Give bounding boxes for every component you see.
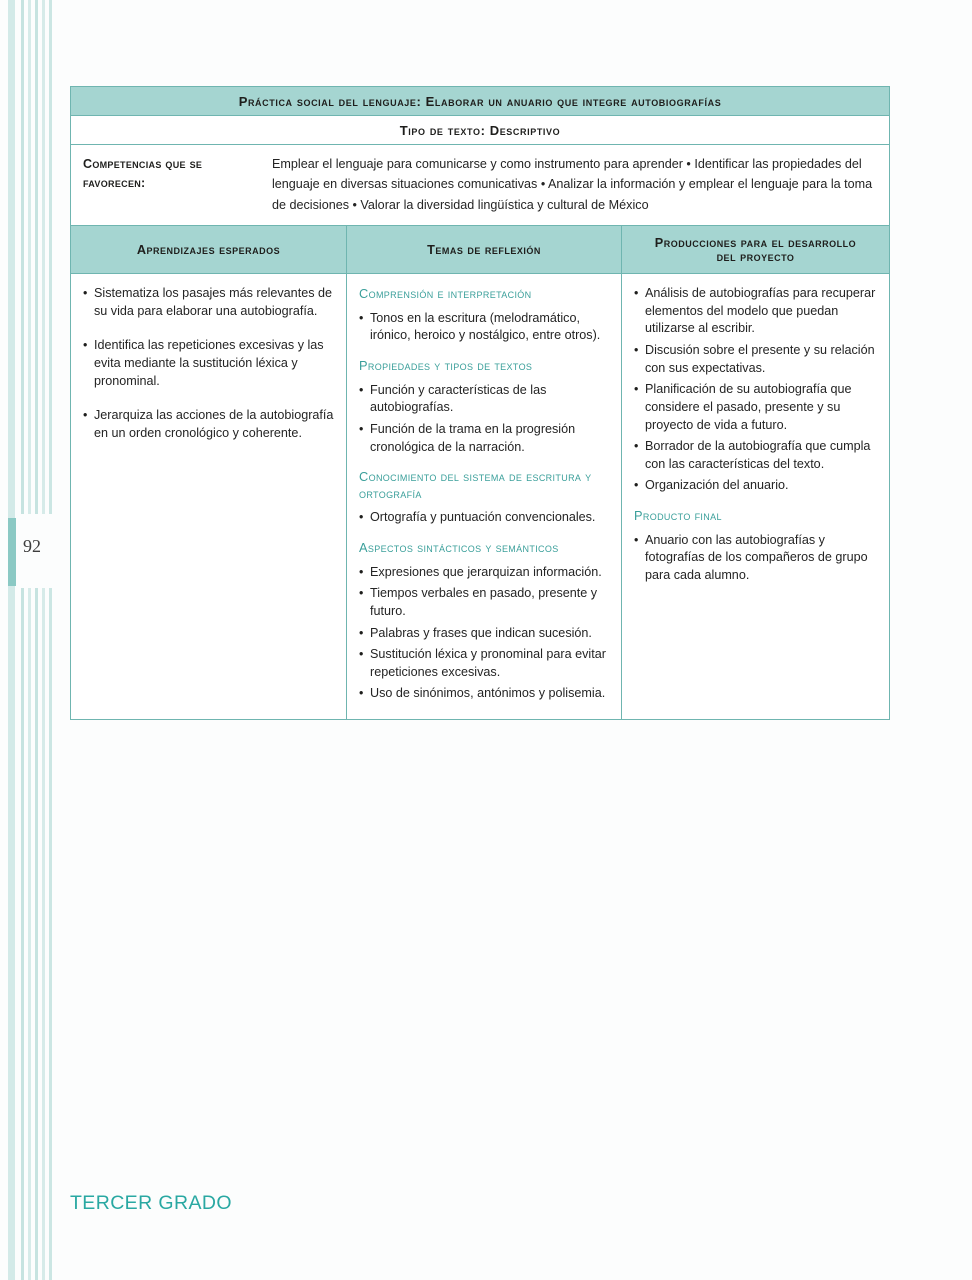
bullet-item xyxy=(359,421,611,456)
decorative-stripe xyxy=(8,0,15,1280)
page-number: 92 xyxy=(23,536,41,556)
bullet-marker: • xyxy=(634,382,639,397)
section-heading: Producto final xyxy=(634,508,722,524)
bullet-marker: • xyxy=(83,408,88,423)
bullet-item xyxy=(359,646,611,681)
bullet-text: Jerarquiza las acciones de la autobiografía en un orden cronológico y coherente. xyxy=(94,408,334,440)
bullet-item xyxy=(83,407,336,442)
bullet-text: Función de la trama en la progresión cronológica de la narración. xyxy=(370,421,576,454)
curriculum-table xyxy=(70,86,890,720)
bullet-text: Borrador de la autobiografía que cumpla con las características del texto. xyxy=(645,439,871,471)
practice-header-row: Práctica social del lenguaje: Elaborar un anuario que integre autobiografías xyxy=(71,87,889,115)
bullet-text: Ortografía y puntuación convencionales. xyxy=(370,510,596,525)
table-body-row xyxy=(71,273,889,719)
text-type-row: Tipo de texto: Descriptivo xyxy=(71,115,889,144)
bullet-text: Análisis de autobiografías para recuperar elementos del modelo que puedan utilizarse al escribir. xyxy=(645,286,876,336)
bullet-marker: • xyxy=(634,439,639,454)
cell-temas xyxy=(346,274,621,719)
bullet-marker: • xyxy=(359,510,364,525)
bullet-item xyxy=(634,438,879,473)
bullet-marker: • xyxy=(359,686,364,701)
bullet-item xyxy=(359,382,611,417)
competencies-label: Competencias que se favorecen: xyxy=(83,157,203,190)
bullet-item xyxy=(83,337,336,390)
bullet-item xyxy=(359,585,611,620)
bullet-item xyxy=(634,381,879,434)
bullet-item xyxy=(359,509,611,527)
bullet-marker: • xyxy=(634,532,639,547)
section-heading: Propiedades y tipos de textos xyxy=(359,358,533,374)
section-heading: Conocimiento del sistema de escritura y ortografía xyxy=(359,469,592,501)
column-header-temas: Temas de reflexión xyxy=(346,226,621,273)
bullet-item xyxy=(359,685,611,703)
bullet-text: Organización del anuario. xyxy=(645,478,789,493)
bullet-item xyxy=(634,285,879,338)
bullet-marker: • xyxy=(359,586,364,601)
bullet-text: Anuario con las autobiografías y fotografías de los compañeros de grupo para cada alumno. xyxy=(645,532,868,582)
bullet-item xyxy=(83,285,336,320)
bullet-marker: • xyxy=(83,286,88,301)
bullet-text: Sistematiza los pasajes más relevantes de su vida para elaborar una autobiografía. xyxy=(94,286,332,318)
column-header-aprendizajes: Aprendizajes esperados xyxy=(136,242,281,257)
bullet-marker: • xyxy=(634,286,639,301)
bullet-text: Planificación de su autobiografía que considere el pasado, presente y su proyecto de vida a futuro. xyxy=(645,382,852,432)
column-headers-row xyxy=(71,225,889,273)
section-heading: Aspectos sintácticos y semánticos xyxy=(359,540,559,556)
cell-aprendizajes xyxy=(71,274,346,719)
section-heading: Comprensión e interpretación xyxy=(359,286,532,302)
decorative-stripe xyxy=(35,0,38,1280)
page-number-marker xyxy=(8,518,16,586)
bullet-marker: • xyxy=(359,625,364,640)
bullet-marker: • xyxy=(359,647,364,662)
competencies-text: Emplear el lenguaje para comunicarse y como instrumento para aprender • Identificar las propiedades del lenguaje en diversas situaciones comunicativas • Analizar la información y emplear el lenguaje para la toma de decisiones • Valorar la diversidad lingüística y cultural de México xyxy=(272,157,873,212)
grade-footer-label: TERCER GRADO xyxy=(70,1192,232,1214)
competencies-row xyxy=(71,144,889,225)
bullet-text: Función y características de las autobiografías. xyxy=(370,382,547,415)
bullet-item xyxy=(359,310,611,345)
cell-producciones xyxy=(621,274,889,719)
bullet-marker: • xyxy=(359,310,364,325)
bullet-item xyxy=(634,477,879,495)
bullet-marker: • xyxy=(359,564,364,579)
bullet-text: Sustitución léxica y pronominal para evitar repeticiones excesivas. xyxy=(370,647,606,679)
bullet-marker: • xyxy=(359,421,364,436)
bullet-text: Tonos en la escritura (melodramático, irónico, heroico y nostálgico, entre otros). xyxy=(370,310,601,343)
decorative-stripe xyxy=(49,0,52,1280)
decorative-stripe xyxy=(21,0,24,1280)
bullet-item xyxy=(359,564,611,582)
bullet-marker: • xyxy=(634,478,639,493)
bullet-marker: • xyxy=(359,382,364,397)
bullet-item xyxy=(634,532,879,585)
column-header-producciones: Producciones para el desarrollo del proyecto xyxy=(621,226,889,273)
bullet-text: Uso de sinónimos, antónimos y polisemia. xyxy=(370,686,606,701)
bullet-item xyxy=(634,342,879,377)
decorative-stripe xyxy=(42,0,45,1280)
bullet-text: Identifica las repeticiones excesivas y las evita mediante la sustitución léxica y pronominal. xyxy=(94,338,324,388)
bullet-text: Expresiones que jerarquizan información. xyxy=(370,564,602,579)
decorative-stripe xyxy=(28,0,31,1280)
bullet-text: Palabras y frases que indican sucesión. xyxy=(370,625,592,640)
bullet-text: Tiempos verbales en pasado, presente y futuro. xyxy=(370,586,598,618)
bullet-text: Discusión sobre el presente y su relación con sus expectativas. xyxy=(645,343,875,375)
bullet-marker: • xyxy=(83,338,88,353)
bullet-item xyxy=(359,625,611,643)
bullet-marker: • xyxy=(634,343,639,358)
